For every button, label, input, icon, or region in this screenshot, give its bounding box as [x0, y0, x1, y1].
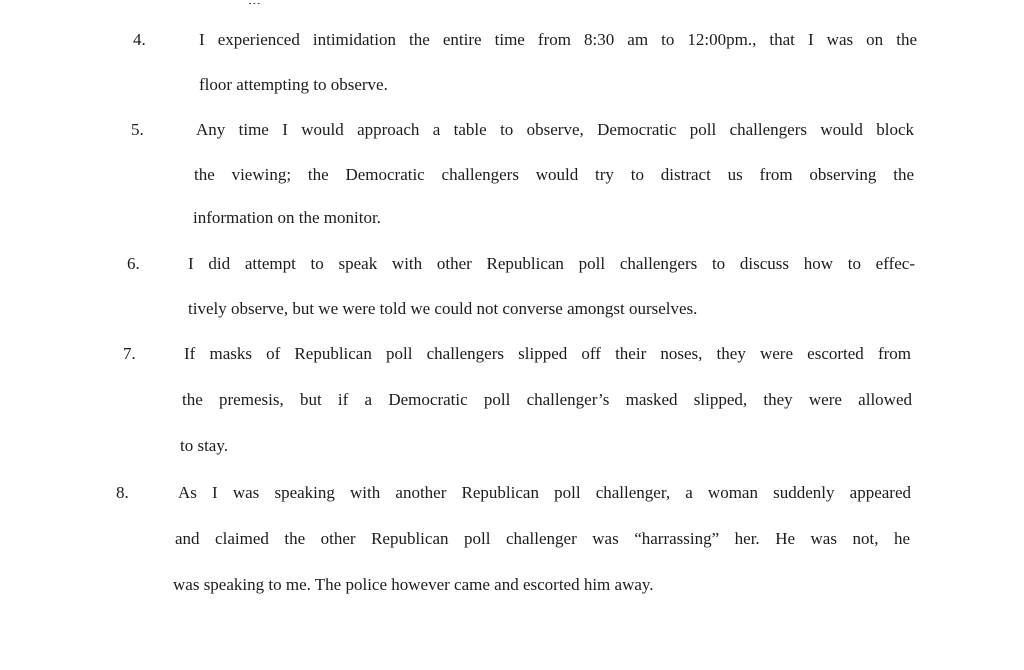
paragraph-number: 5. — [131, 120, 144, 139]
paragraph-number: 7. — [123, 344, 136, 363]
paragraph-line: If masks of Republican poll challengers slipped off their noses, they were escorted from — [184, 344, 911, 363]
paragraph-line: Any time I would approach a table to observe, Democratic poll challengers would block — [196, 120, 914, 139]
paragraph-number: 8. — [116, 483, 129, 502]
paragraph-line: information on the monitor. — [193, 208, 381, 227]
paragraph-line: As I was speaking with another Republican poll challenger, a woman suddenly appeared — [178, 483, 911, 502]
paragraph-line: I did attempt to speak with other Republican poll challengers to discuss how to effec- — [188, 254, 915, 273]
paragraph-line: the viewing; the Democratic challengers would try to distract us from observing the — [194, 165, 914, 184]
paragraph-line: I experienced intimidation the entire time from 8:30 am to 12:00pm., that I was on the — [199, 30, 917, 49]
paragraph-line: was speaking to me. The police however came and escorted him away. — [173, 575, 654, 594]
paragraph-line: tively observe, but we were told we could not converse amongst ourselves. — [188, 299, 698, 318]
paragraph-line: the premesis, but if a Democratic poll challenger’s masked slipped, they were allowed — [182, 390, 912, 409]
paragraph-number: 6. — [127, 254, 140, 273]
cut-off-text-fragment — [248, 0, 308, 4]
paragraph-line: floor attempting to observe. — [199, 75, 388, 94]
paragraph-number: 4. — [133, 30, 146, 49]
paragraph-line: to stay. — [180, 436, 229, 455]
paragraph-line: and claimed the other Republican poll challenger was “harrassing” her. He was not, he — [175, 529, 910, 548]
